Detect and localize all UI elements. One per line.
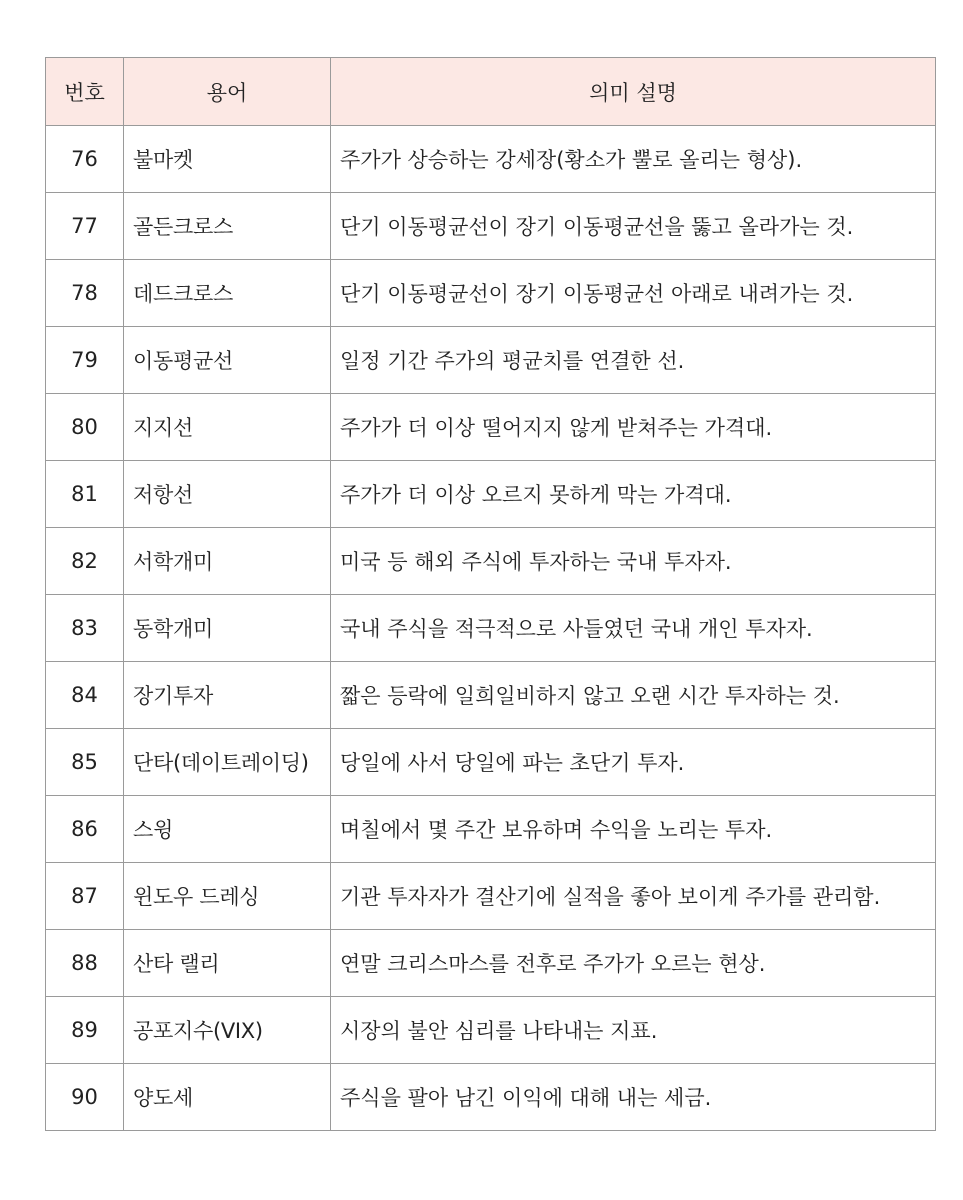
row-number-cell: 84: [46, 662, 124, 729]
row-number-cell: 86: [46, 796, 124, 863]
table-row: [46, 997, 936, 1064]
table-row: [46, 193, 936, 260]
row-number-cell: 85: [46, 729, 124, 796]
row-description-cell: 며칠에서 몇 주간 보유하며 수익을 노리는 투자.: [331, 796, 936, 863]
row-number-cell: 77: [46, 193, 124, 260]
row-term-cell: 단타(데이트레이딩): [124, 729, 331, 796]
row-description-cell: 연말 크리스마스를 전후로 주가가 오르는 현상.: [331, 930, 936, 997]
row-number-cell: 89: [46, 997, 124, 1064]
row-term-cell: 공포지수(VIX): [124, 997, 331, 1064]
row-description-cell: 일정 기간 주가의 평균치를 연결한 선.: [331, 327, 936, 394]
row-number-cell: 82: [46, 528, 124, 595]
row-term-cell: 서학개미: [124, 528, 331, 595]
table-row: [46, 260, 936, 327]
row-number-cell: 90: [46, 1064, 124, 1131]
row-number-cell: 81: [46, 461, 124, 528]
row-description-cell: 단기 이동평균선이 장기 이동평균선 아래로 내려가는 것.: [331, 260, 936, 327]
row-number-cell: 78: [46, 260, 124, 327]
table-row: [46, 796, 936, 863]
table-row: [46, 461, 936, 528]
table-row: [46, 528, 936, 595]
row-description-cell: 주가가 더 이상 오르지 못하게 막는 가격대.: [331, 461, 936, 528]
row-number-cell: 76: [46, 126, 124, 193]
table-header: [46, 58, 936, 126]
table-row: [46, 394, 936, 461]
row-term-cell: 장기투자: [124, 662, 331, 729]
row-description-cell: 국내 주식을 적극적으로 사들였던 국내 개인 투자자.: [331, 595, 936, 662]
row-number-cell: 88: [46, 930, 124, 997]
row-term-cell: 이동평균선: [124, 327, 331, 394]
row-term-cell: 저항선: [124, 461, 331, 528]
table-row: [46, 327, 936, 394]
row-term-cell: 양도세: [124, 1064, 331, 1131]
row-description-cell: 주가가 더 이상 떨어지지 않게 받쳐주는 가격대.: [331, 394, 936, 461]
row-term-cell: 스윙: [124, 796, 331, 863]
table-row: [46, 729, 936, 796]
row-number-cell: 87: [46, 863, 124, 930]
header-term: 용어: [124, 58, 331, 126]
row-description-cell: 짧은 등락에 일희일비하지 않고 오랜 시간 투자하는 것.: [331, 662, 936, 729]
table-row: [46, 930, 936, 997]
row-term-cell: 불마켓: [124, 126, 331, 193]
table-row: [46, 662, 936, 729]
row-number-cell: 83: [46, 595, 124, 662]
table-row: [46, 1064, 936, 1131]
row-term-cell: 데드크로스: [124, 260, 331, 327]
table-row: [46, 126, 936, 193]
row-description-cell: 주식을 팔아 남긴 이익에 대해 내는 세금.: [331, 1064, 936, 1131]
row-description-cell: 당일에 사서 당일에 파는 초단기 투자.: [331, 729, 936, 796]
table-body: [46, 126, 936, 1131]
table-row: [46, 595, 936, 662]
row-term-cell: 윈도우 드레싱: [124, 863, 331, 930]
row-term-cell: 골든크로스: [124, 193, 331, 260]
row-description-cell: 단기 이동평균선이 장기 이동평균선을 뚫고 올라가는 것.: [331, 193, 936, 260]
table-row: [46, 863, 936, 930]
row-description-cell: 주가가 상승하는 강세장(황소가 뿔로 올리는 형상).: [331, 126, 936, 193]
header-description: 의미 설명: [331, 58, 936, 126]
header-row: [46, 58, 936, 126]
row-term-cell: 지지선: [124, 394, 331, 461]
row-term-cell: 동학개미: [124, 595, 331, 662]
header-number: 번호: [46, 58, 124, 126]
row-number-cell: 80: [46, 394, 124, 461]
row-number-cell: 79: [46, 327, 124, 394]
row-description-cell: 시장의 불안 심리를 나타내는 지표.: [331, 997, 936, 1064]
row-description-cell: 미국 등 해외 주식에 투자하는 국내 투자자.: [331, 528, 936, 595]
row-description-cell: 기관 투자자가 결산기에 실적을 좋아 보이게 주가를 관리함.: [331, 863, 936, 930]
row-term-cell: 산타 랠리: [124, 930, 331, 997]
glossary-table: [45, 57, 936, 1131]
